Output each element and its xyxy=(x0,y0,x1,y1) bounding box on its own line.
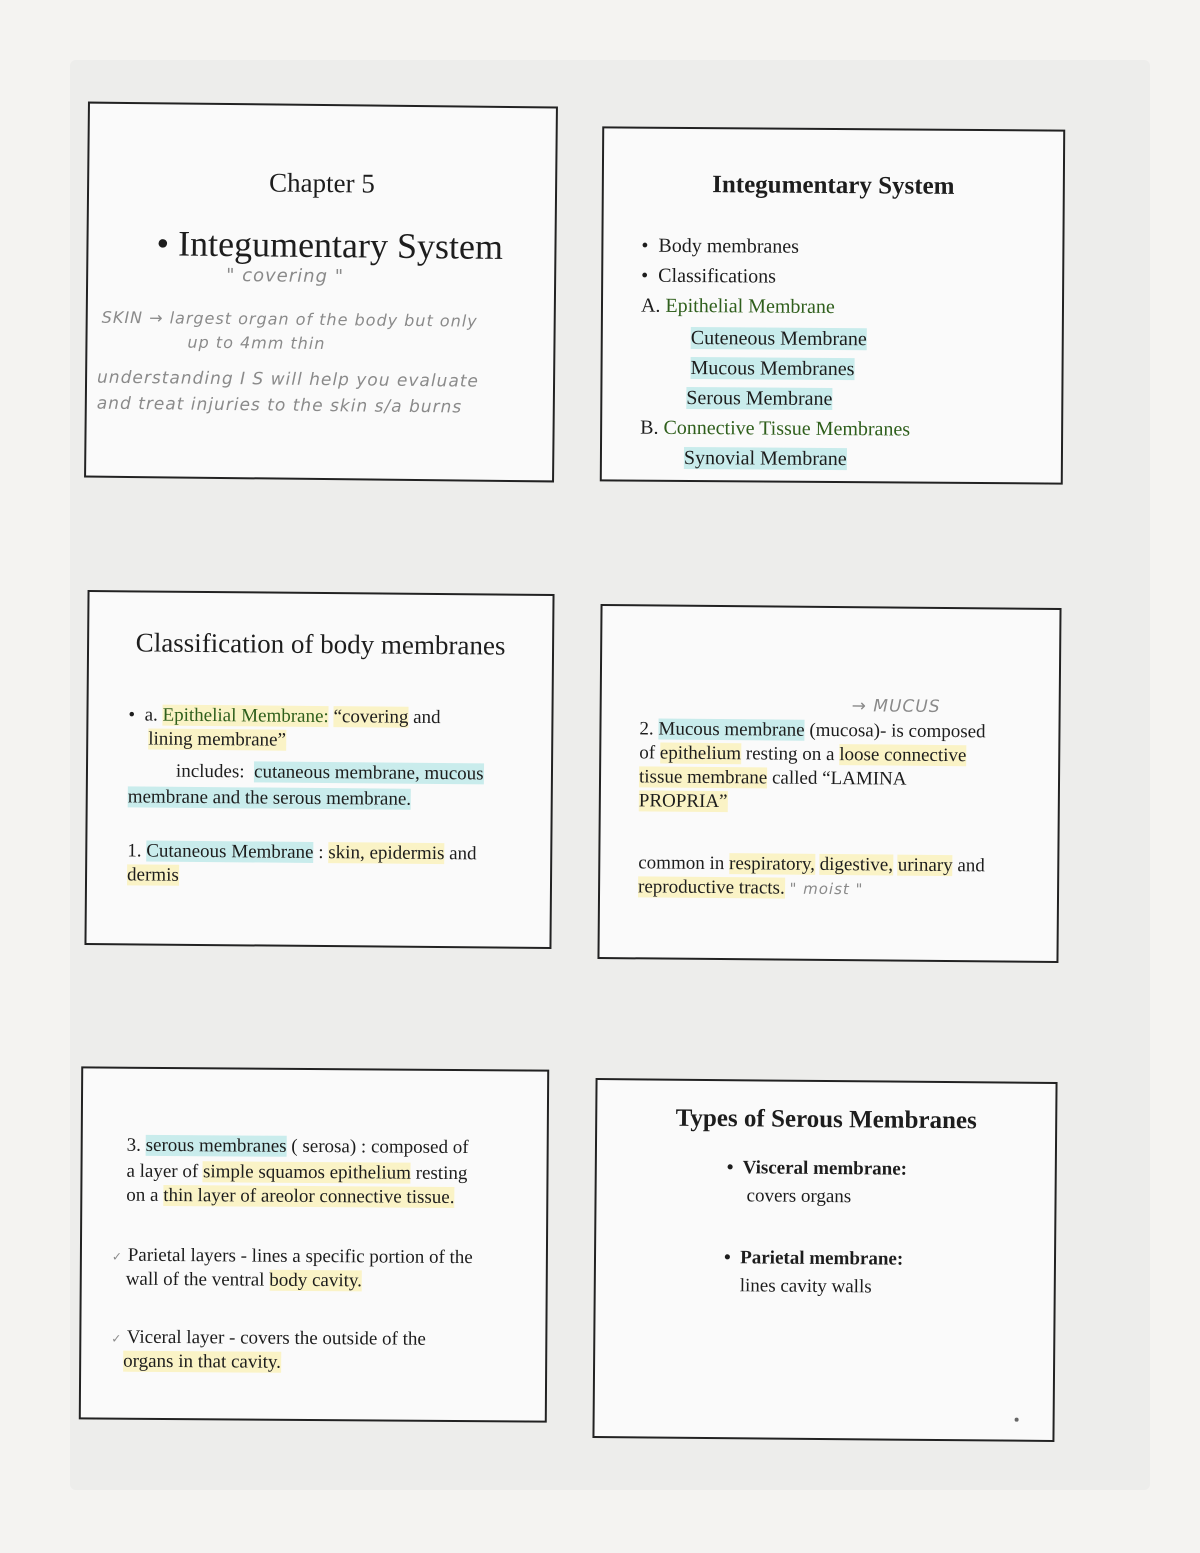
text-common-in: common in xyxy=(638,852,725,875)
slide-integumentary-outline xyxy=(600,126,1065,484)
mucous-line-1 xyxy=(639,718,985,743)
handwritten-note-understanding-1: understanding I S will help you evaluate xyxy=(96,367,480,392)
outline-b-item-1 xyxy=(684,447,847,471)
includes-label: includes: xyxy=(175,760,245,783)
slide-serous-membranes xyxy=(79,1066,549,1422)
bullet-parietal: • Parietal membrane: xyxy=(723,1247,904,1270)
bullet-epithelial: • a. Epithelial Membrane: “covering and xyxy=(128,704,441,729)
mucous-line-3 xyxy=(639,766,907,790)
outline-item-text: Serous Membrane xyxy=(686,386,833,411)
item-prefix: 2. xyxy=(639,718,654,740)
handwritten-note-understanding-2: and treat injuries to the skin s/a burns xyxy=(96,393,463,418)
outline-label: Epithelial Membrane xyxy=(665,294,835,319)
bullet-text: Body membranes xyxy=(658,234,800,258)
handwritten-note-moist: " moist " xyxy=(789,879,864,899)
serous-line-2 xyxy=(126,1161,467,1185)
term-serous-membranes: serous membranes xyxy=(145,1134,287,1157)
term-urinary: urinary xyxy=(897,854,953,877)
parietal-layer-line-2 xyxy=(126,1269,362,1293)
outline-marker: B. xyxy=(640,416,659,439)
text-called: called “LAMINA xyxy=(771,767,907,790)
chapter-title: Chapter 5 xyxy=(268,167,376,199)
text-mucosa: (mucosa)- is composed xyxy=(809,719,986,743)
heading-text: Integumentary System xyxy=(177,223,504,267)
text-parietal-2: wall of the ventral xyxy=(125,1268,265,1291)
visceral-layer-line-1 xyxy=(111,1327,426,1351)
text-on-a: on a xyxy=(126,1184,159,1206)
text-and: and xyxy=(957,855,985,877)
outline-marker: A. xyxy=(640,294,661,317)
slide-types-of-serous xyxy=(592,1078,1057,1442)
includes-list: membrane and the serous membrane. xyxy=(127,786,412,810)
includes-line-2 xyxy=(128,786,411,810)
slide-title: Types of Serous Membranes xyxy=(675,1104,977,1135)
outline-item-text: Synovial Membrane xyxy=(683,446,847,471)
serous-line-3 xyxy=(126,1185,454,1209)
item-cutaneous xyxy=(127,840,477,865)
outline-label: Connective Tissue Membranes xyxy=(663,416,911,441)
outline-item-text: Mucous Membranes xyxy=(690,357,855,381)
outline-a-item-2 xyxy=(690,357,854,381)
bullet-classifications: • Classifications xyxy=(641,264,777,288)
item-cutaneous-line-2 xyxy=(127,864,179,886)
slide-title: Integumentary System xyxy=(712,171,955,200)
outline-item-text: Cuteneous Membrane xyxy=(690,327,867,351)
text-and: and xyxy=(413,706,441,729)
bullet-text: Classifications xyxy=(658,264,777,288)
outline-a-item-1 xyxy=(691,327,867,351)
parietal-description: lines cavity walls xyxy=(739,1275,872,1298)
text-and: and xyxy=(449,843,477,865)
item-prefix: 1. xyxy=(127,840,142,862)
term-propria: PROPRIA” xyxy=(638,790,728,813)
term-loose-connective: loose connective xyxy=(839,744,967,767)
page-dot xyxy=(1015,1418,1019,1422)
visceral-layer-line-2 xyxy=(123,1351,281,1374)
bullet-epithelial-line-2 xyxy=(148,729,286,752)
term-simple-squamos: simple squamos epithelium xyxy=(202,1161,411,1184)
bullet-body-membranes: • Body membranes xyxy=(641,234,800,258)
term-epithelium: epithelium xyxy=(659,742,742,765)
term-mucous-membrane: Mucous membrane xyxy=(658,718,805,741)
text-parietal: Parietal layers - lines a specific portion of the xyxy=(127,1244,473,1269)
common-line-2 xyxy=(638,876,864,900)
bullet-prefix: a. xyxy=(144,704,158,726)
term-thin-layer: thin layer of areolor connective tissue. xyxy=(163,1184,455,1208)
outline-a xyxy=(641,295,835,319)
slide-mucous-membrane xyxy=(597,604,1061,963)
text-resting: resting on a xyxy=(745,743,835,766)
term-cutaneous: Cutaneous Membrane xyxy=(146,840,314,863)
handwritten-note-covering: " covering " xyxy=(226,265,345,288)
text-visceral: Viceral layer - covers the outside of the xyxy=(126,1326,426,1350)
item-prefix: 3. xyxy=(126,1134,142,1156)
check-mark-icon: ✓ xyxy=(111,1249,124,1264)
term-organs: organs in that cavity. xyxy=(123,1350,282,1373)
handwritten-note-skin-1: SKIN → largest organ of the body but only xyxy=(101,307,478,331)
term-covering: “covering xyxy=(333,706,409,728)
outline-a-item-3 xyxy=(686,387,832,411)
parietal-layer-line-1 xyxy=(112,1245,473,1270)
slide-classification xyxy=(84,590,554,949)
term-body-cavity: body cavity. xyxy=(269,1269,363,1292)
term-epithelial: Epithelial Membrane: xyxy=(162,704,329,728)
text-a-layer-of: a layer of xyxy=(126,1160,199,1183)
text-of: of xyxy=(639,742,656,764)
term-respiratory: respiratory, xyxy=(728,853,815,875)
handwritten-note-skin-2: up to 4mm thin xyxy=(187,332,326,354)
term-parts: skin, epidermis xyxy=(328,842,445,865)
includes-list: cutaneous membrane, mucous xyxy=(253,761,484,785)
common-line-1 xyxy=(638,852,985,877)
check-mark-icon: ✓ xyxy=(111,1331,123,1346)
visceral-label: Visceral membrane: xyxy=(742,1157,908,1180)
includes-line-1 xyxy=(176,761,484,786)
handwritten-note-mucus: → MUCUS xyxy=(851,696,941,717)
term-digestive: digestive, xyxy=(819,853,894,876)
text-resting: resting xyxy=(415,1162,468,1185)
serous-line-1 xyxy=(127,1135,469,1159)
visceral-description: covers organs xyxy=(746,1185,852,1208)
term-reproductive: reproductive tracts. xyxy=(637,876,785,899)
slide-chapter-5 xyxy=(84,102,558,483)
bullet-visceral: • Visceral membrane: xyxy=(726,1157,908,1180)
outline-b xyxy=(640,417,910,442)
text-serosa: ( serosa) : composed of xyxy=(291,1135,469,1159)
colon: : xyxy=(318,841,324,864)
slide-heading: • Integumentary System xyxy=(156,223,504,267)
slide-title: Classification of body membranes xyxy=(135,627,506,661)
term-dermis: dermis xyxy=(126,864,179,886)
term-lining: lining membrane” xyxy=(148,728,287,751)
parietal-label: Parietal membrane: xyxy=(740,1247,904,1270)
term-tissue-membrane: tissue membrane xyxy=(638,766,768,789)
mucous-line-4 xyxy=(639,790,728,813)
mucous-line-2 xyxy=(639,742,966,767)
